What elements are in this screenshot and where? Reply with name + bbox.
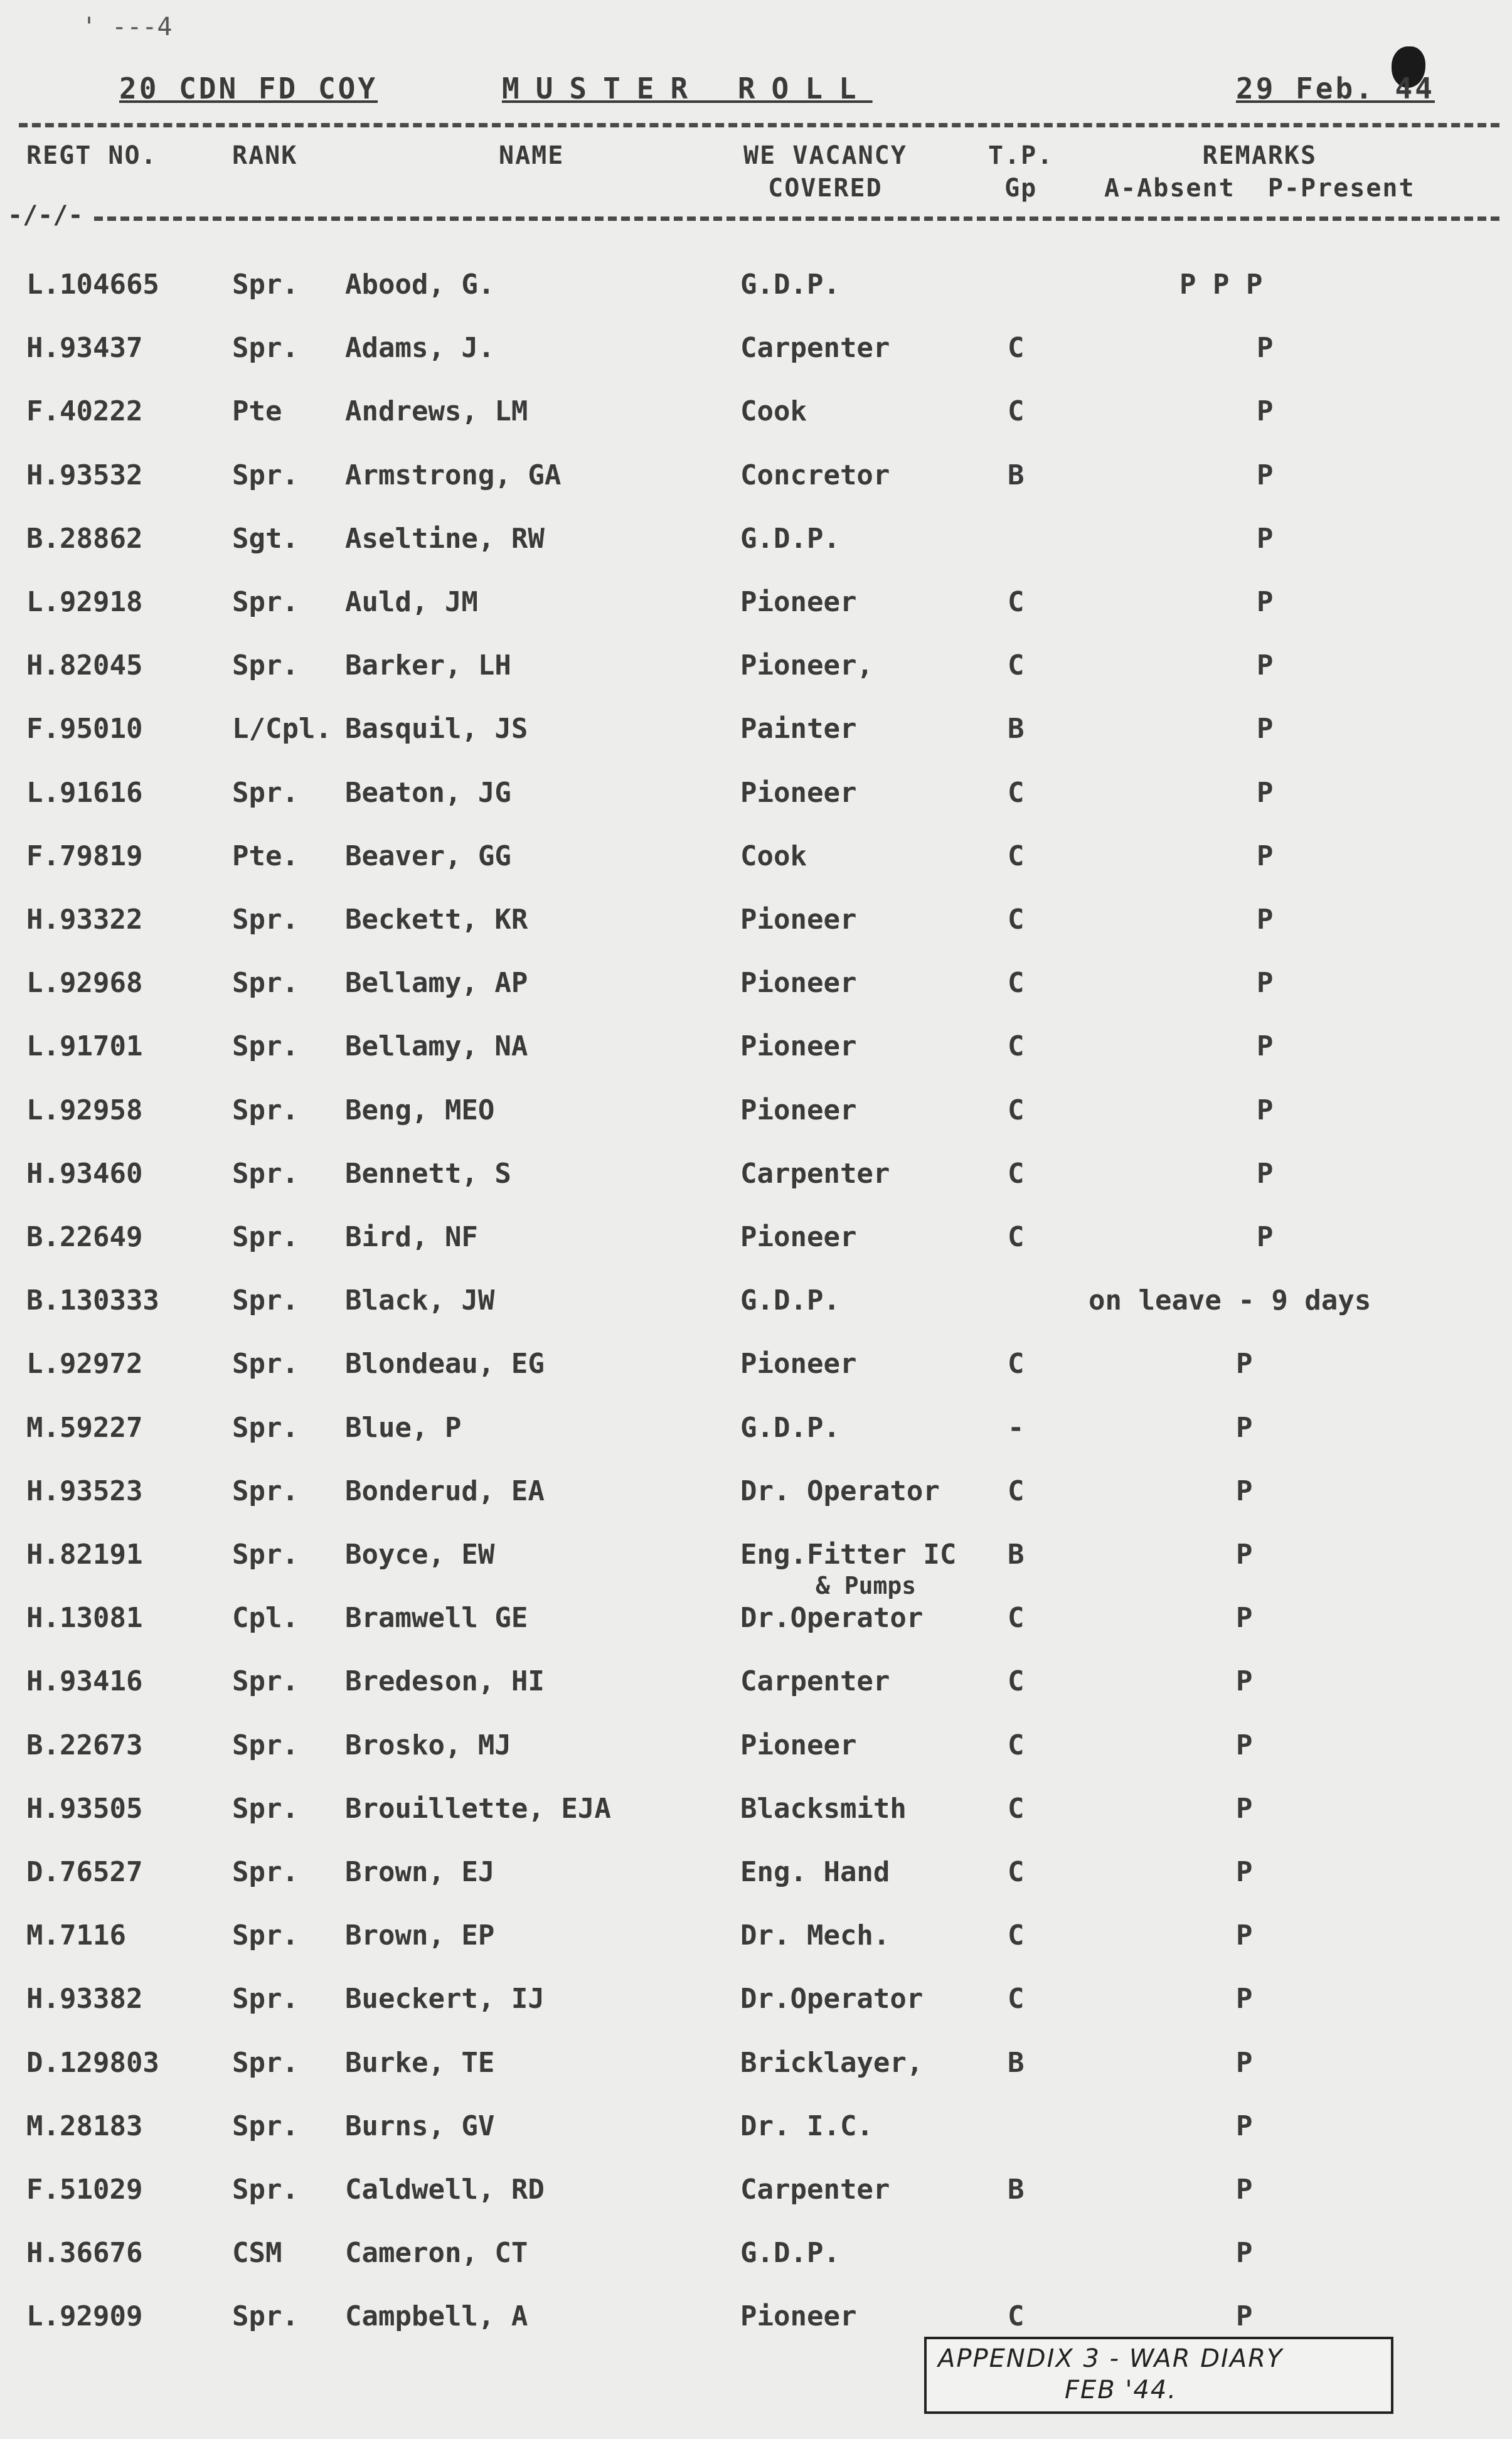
table-row [0, 1903, 1512, 1966]
table-row [0, 1840, 1512, 1903]
vacancy-covered: Carpenter [740, 1157, 890, 1190]
remarks: P [1257, 459, 1274, 491]
table-row [0, 252, 1512, 315]
vacancy-covered: Pioneer [740, 1221, 857, 1253]
tp-group: C [1008, 1094, 1025, 1126]
corner-mark: ' ---4 [82, 13, 173, 41]
soldier-name: Campbell, A [345, 2300, 528, 2333]
remarks: P [1236, 1411, 1253, 1444]
vacancy-covered: G.D.P. [740, 522, 840, 555]
table-row [0, 1522, 1512, 1585]
vacancy-continuation-note: & Pumps [816, 1572, 917, 1599]
rank: Spr. [232, 1919, 299, 1952]
rank: Sgt. [232, 522, 299, 555]
soldier-name: Brosko, MJ [345, 1729, 511, 1761]
soldier-name: Black, JW [345, 1284, 495, 1317]
remarks: P [1257, 776, 1274, 809]
table-row [0, 1967, 1512, 2029]
table-row [0, 1776, 1512, 1839]
rank: Spr. [232, 1856, 299, 1888]
rank: Spr. [232, 459, 299, 491]
vacancy-covered: Eng. Hand [740, 1856, 890, 1888]
tp-group: C [1008, 586, 1025, 618]
rank: Spr. [232, 904, 299, 936]
tp-group: C [1008, 1856, 1025, 1888]
tp-group: C [1008, 1983, 1025, 2015]
remarks: P [1257, 522, 1274, 555]
regt-number: M.7116 [26, 1919, 126, 1952]
remarks: P [1257, 1221, 1274, 1253]
regt-number: L.92968 [26, 967, 143, 1000]
table-row [0, 2031, 1512, 2093]
tp-group: C [1008, 332, 1025, 365]
table-row [0, 1459, 1512, 1522]
table-row [0, 1078, 1512, 1141]
table-row [0, 506, 1512, 569]
tp-group: C [1008, 776, 1025, 809]
remarks: P [1236, 2300, 1253, 2333]
vacancy-covered: Pioneer [740, 586, 857, 618]
soldier-name: Blue, P [345, 1411, 462, 1444]
tp-group: C [1008, 1602, 1025, 1635]
vacancy-covered: Pioneer [740, 1348, 857, 1380]
tp-group: B [1008, 459, 1025, 491]
remarks: P [1236, 1919, 1253, 1952]
table-row [0, 1332, 1512, 1394]
table-row [0, 824, 1512, 887]
tp-group: C [1008, 2300, 1025, 2333]
table-row [0, 696, 1512, 759]
table-row [0, 1141, 1512, 1204]
remarks: P [1236, 1539, 1253, 1571]
column-header-tp-gp: T.P. Gp [988, 141, 1054, 203]
remarks: P [1257, 586, 1274, 618]
regt-number: H.93416 [26, 1665, 143, 1698]
remarks: P [1257, 332, 1274, 365]
soldier-name: Basquil, JS [345, 713, 528, 745]
tp-group: C [1008, 1729, 1025, 1761]
regt-number: M.59227 [26, 1411, 143, 1444]
remarks: P [1236, 1665, 1253, 1698]
soldier-name: Beng, MEO [345, 1094, 495, 1126]
table-row [0, 1649, 1512, 1712]
soldier-name: Andrews, LM [345, 395, 528, 428]
rank: Spr. [232, 2110, 299, 2142]
tp-group: C [1008, 1665, 1025, 1698]
rank: Spr. [232, 649, 299, 682]
rank: Spr. [232, 2174, 299, 2206]
regt-number: B.22649 [26, 1221, 143, 1253]
vacancy-covered: Concretor [740, 459, 890, 491]
soldier-name: Aseltine, RW [345, 522, 545, 555]
soldier-name: Brouillette, EJA [345, 1792, 611, 1825]
columns-divider [94, 216, 1499, 221]
remarks: P [1236, 1348, 1253, 1380]
appendix-line-2: FEB '44. [1065, 2376, 1178, 2404]
regt-number: F.79819 [26, 840, 143, 872]
rank: Spr. [232, 586, 299, 618]
remarks: P [1236, 1729, 1253, 1761]
regt-number: L.92909 [26, 2300, 143, 2333]
table-row [0, 633, 1512, 696]
remarks: P [1236, 2110, 1253, 2142]
vacancy-covered: Dr.Operator [740, 1602, 924, 1635]
soldier-name: Bellamy, NA [345, 1030, 528, 1063]
vacancy-covered: Eng.Fitter IC [740, 1539, 957, 1571]
regt-number: F.51029 [26, 2174, 143, 2206]
remarks: P [1257, 904, 1274, 936]
tp-group: B [1008, 713, 1025, 745]
vacancy-covered: Dr. Mech. [740, 1919, 890, 1952]
tp-group: B [1008, 2046, 1025, 2079]
separator-marker: -/-/- [8, 201, 83, 230]
regt-number: F.95010 [26, 713, 143, 745]
vacancy-covered: Bricklayer, [740, 2046, 924, 2079]
remarks: P [1257, 1030, 1274, 1063]
soldier-name: Burns, GV [345, 2110, 495, 2142]
rank: Spr. [232, 1983, 299, 2015]
vacancy-covered: Pioneer [740, 1729, 857, 1761]
vacancy-covered: Pioneer [740, 904, 857, 936]
tp-group: C [1008, 395, 1025, 428]
remarks: P [1257, 395, 1274, 428]
soldier-name: Bredeson, HI [345, 1665, 545, 1698]
rank: Spr. [232, 776, 299, 809]
vacancy-covered: Pioneer [740, 2300, 857, 2333]
regt-number: H.93382 [26, 1983, 143, 2015]
table-row [0, 1205, 1512, 1268]
vacancy-covered: Pioneer [740, 1030, 857, 1063]
column-header-rank: RANK [232, 141, 298, 170]
vacancy-covered: Pioneer [740, 1094, 857, 1126]
tp-group: C [1008, 1919, 1025, 1952]
appendix-line-1: APPENDIX 3 - WAR DIARY [938, 2344, 1284, 2373]
regt-number: L.92972 [26, 1348, 143, 1380]
table-row [0, 1014, 1512, 1077]
rank: CSM [232, 2237, 282, 2270]
remarks: P [1257, 1157, 1274, 1190]
column-header-name: NAME [499, 141, 565, 170]
vacancy-covered: Cook [740, 840, 807, 872]
table-row [0, 570, 1512, 632]
soldier-name: Bramwell GE [345, 1602, 528, 1635]
rank: Spr. [232, 1030, 299, 1063]
table-row [0, 761, 1512, 823]
remarks: P [1257, 713, 1274, 745]
rank: Spr. [232, 1475, 299, 1507]
column-header-remarks: REMARKS A-Absent P-Present [1104, 141, 1415, 203]
soldier-name: Armstrong, GA [345, 459, 562, 491]
remarks: P [1236, 1602, 1253, 1635]
rank: Spr. [232, 1539, 299, 1571]
vacancy-covered: G.D.P. [740, 269, 840, 301]
remarks: P [1236, 1792, 1253, 1825]
soldier-name: Bueckert, IJ [345, 1983, 545, 2015]
soldier-name: Blondeau, EG [345, 1348, 545, 1380]
regt-number: H.93322 [26, 904, 143, 936]
table-row [0, 2221, 1512, 2283]
tp-group: C [1008, 840, 1025, 872]
regt-number: H.36676 [26, 2237, 143, 2270]
rank: Pte [232, 395, 282, 428]
regt-number: L.91616 [26, 776, 143, 809]
document-title: MUSTER ROLL [502, 72, 873, 105]
document-header [0, 63, 1512, 119]
vacancy-covered: Carpenter [740, 2174, 890, 2206]
table-row [0, 1268, 1512, 1331]
column-header-regt: REGT NO. [26, 141, 157, 170]
tp-group: C [1008, 1157, 1025, 1190]
tp-group: - [1008, 1411, 1025, 1444]
rank: Spr. [232, 1665, 299, 1698]
rank: Spr. [232, 1284, 299, 1317]
rank: Spr. [232, 269, 299, 301]
tp-group: B [1008, 1539, 1025, 1571]
rank: Spr. [232, 2300, 299, 2333]
rank: Spr. [232, 1221, 299, 1253]
vacancy-covered: Pioneer, [740, 649, 873, 682]
appendix-stamp [924, 2337, 1393, 2414]
remarks: on leave - 9 days [1089, 1284, 1371, 1317]
soldier-name: Burke, TE [345, 2046, 495, 2079]
header-divider [19, 123, 1499, 127]
regt-number: H.93505 [26, 1792, 143, 1825]
soldier-name: Bird, NF [345, 1221, 478, 1253]
regt-number: M.28183 [26, 2110, 143, 2142]
remarks: P [1236, 1856, 1253, 1888]
vacancy-covered: Carpenter [740, 332, 890, 365]
regt-number: L.92918 [26, 586, 143, 618]
tp-group: C [1008, 1348, 1025, 1380]
vacancy-covered: G.D.P. [740, 1284, 840, 1317]
remarks: P [1257, 840, 1274, 872]
unit-label: 20 CDN FD COY [119, 72, 378, 105]
remarks: P [1236, 2174, 1253, 2206]
soldier-name: Beaton, JG [345, 776, 511, 809]
table-row [0, 443, 1512, 506]
rank: Pte. [232, 840, 299, 872]
remarks: P [1236, 2046, 1253, 2079]
vacancy-covered: Painter [740, 713, 857, 745]
regt-number: H.93460 [26, 1157, 143, 1190]
soldier-name: Boyce, EW [345, 1539, 495, 1571]
table-row [0, 1713, 1512, 1776]
soldier-name: Brown, EP [345, 1919, 495, 1952]
vacancy-covered: Carpenter [740, 1665, 890, 1698]
soldier-name: Auld, JM [345, 586, 478, 618]
vacancy-covered: Cook [740, 395, 807, 428]
soldier-name: Abood, G. [345, 269, 495, 301]
tp-group: C [1008, 1792, 1025, 1825]
vacancy-covered: Dr. I.C. [740, 2110, 873, 2142]
soldier-name: Barker, LH [345, 649, 511, 682]
regt-number: B.22673 [26, 1729, 143, 1761]
table-row [0, 951, 1512, 1013]
remarks: P [1257, 1094, 1274, 1126]
regt-number: H.82045 [26, 649, 143, 682]
tp-group: C [1008, 1030, 1025, 1063]
rank: Spr. [232, 1729, 299, 1761]
rank: Spr. [232, 1411, 299, 1444]
vacancy-covered: Blacksmith [740, 1792, 907, 1825]
document-date: 29 Feb. 44 [1236, 72, 1435, 105]
remarks: P [1236, 1983, 1253, 2015]
tp-group: C [1008, 967, 1025, 1000]
soldier-name: Caldwell, RD [345, 2174, 545, 2206]
table-row [0, 1586, 1512, 1648]
regt-number: F.40222 [26, 395, 143, 428]
rank: Spr. [232, 1348, 299, 1380]
regt-number: L.104665 [26, 269, 159, 301]
table-row [0, 2157, 1512, 2220]
rank: Spr. [232, 2046, 299, 2079]
table-row [0, 1396, 1512, 1458]
remarks: P [1236, 2237, 1253, 2270]
regt-number: L.91701 [26, 1030, 143, 1063]
table-row [0, 316, 1512, 378]
regt-number: B.130333 [26, 1284, 159, 1317]
table-row [0, 2094, 1512, 2157]
vacancy-covered: Pioneer [740, 776, 857, 809]
vacancy-covered: Pioneer [740, 967, 857, 1000]
tp-group: C [1008, 1475, 1025, 1507]
rank: Spr. [232, 1094, 299, 1126]
soldier-name: Cameron, CT [345, 2237, 528, 2270]
regt-number: H.82191 [26, 1539, 143, 1571]
rank: L/Cpl. [232, 713, 332, 745]
rank: Spr. [232, 1157, 299, 1190]
soldier-name: Beaver, GG [345, 840, 511, 872]
rank: Cpl. [232, 1602, 299, 1635]
vacancy-covered: G.D.P. [740, 2237, 840, 2270]
rank: Spr. [232, 332, 299, 365]
tp-group: C [1008, 904, 1025, 936]
remarks: P [1236, 1475, 1253, 1507]
vacancy-covered: G.D.P. [740, 1411, 840, 1444]
regt-number: H.13081 [26, 1602, 143, 1635]
regt-number: H.93437 [26, 332, 143, 365]
column-header-vacancy: WE VACANCY COVERED [743, 141, 907, 203]
soldier-name: Bonderud, EA [345, 1475, 545, 1507]
tp-group: B [1008, 2174, 1025, 2206]
regt-number: H.93532 [26, 459, 143, 491]
table-row [0, 887, 1512, 950]
tp-group: C [1008, 1221, 1025, 1253]
soldier-name: Bellamy, AP [345, 967, 528, 1000]
regt-number: H.93523 [26, 1475, 143, 1507]
remarks: P [1257, 967, 1274, 1000]
soldier-name: Beckett, KR [345, 904, 528, 936]
rank: Spr. [232, 967, 299, 1000]
soldier-name: Brown, EJ [345, 1856, 495, 1888]
soldier-name: Bennett, S [345, 1157, 511, 1190]
soldier-name: Adams, J. [345, 332, 495, 365]
vacancy-covered: Dr. Operator [740, 1475, 940, 1507]
tp-group: C [1008, 649, 1025, 682]
rank: Spr. [232, 1792, 299, 1825]
regt-number: D.129803 [26, 2046, 159, 2079]
remarks: P P P [1179, 269, 1263, 301]
regt-number: L.92958 [26, 1094, 143, 1126]
regt-number: D.76527 [26, 1856, 143, 1888]
regt-number: B.28862 [26, 522, 143, 555]
table-row [0, 379, 1512, 442]
remarks: P [1257, 649, 1274, 682]
vacancy-covered: Dr.Operator [740, 1983, 924, 2015]
